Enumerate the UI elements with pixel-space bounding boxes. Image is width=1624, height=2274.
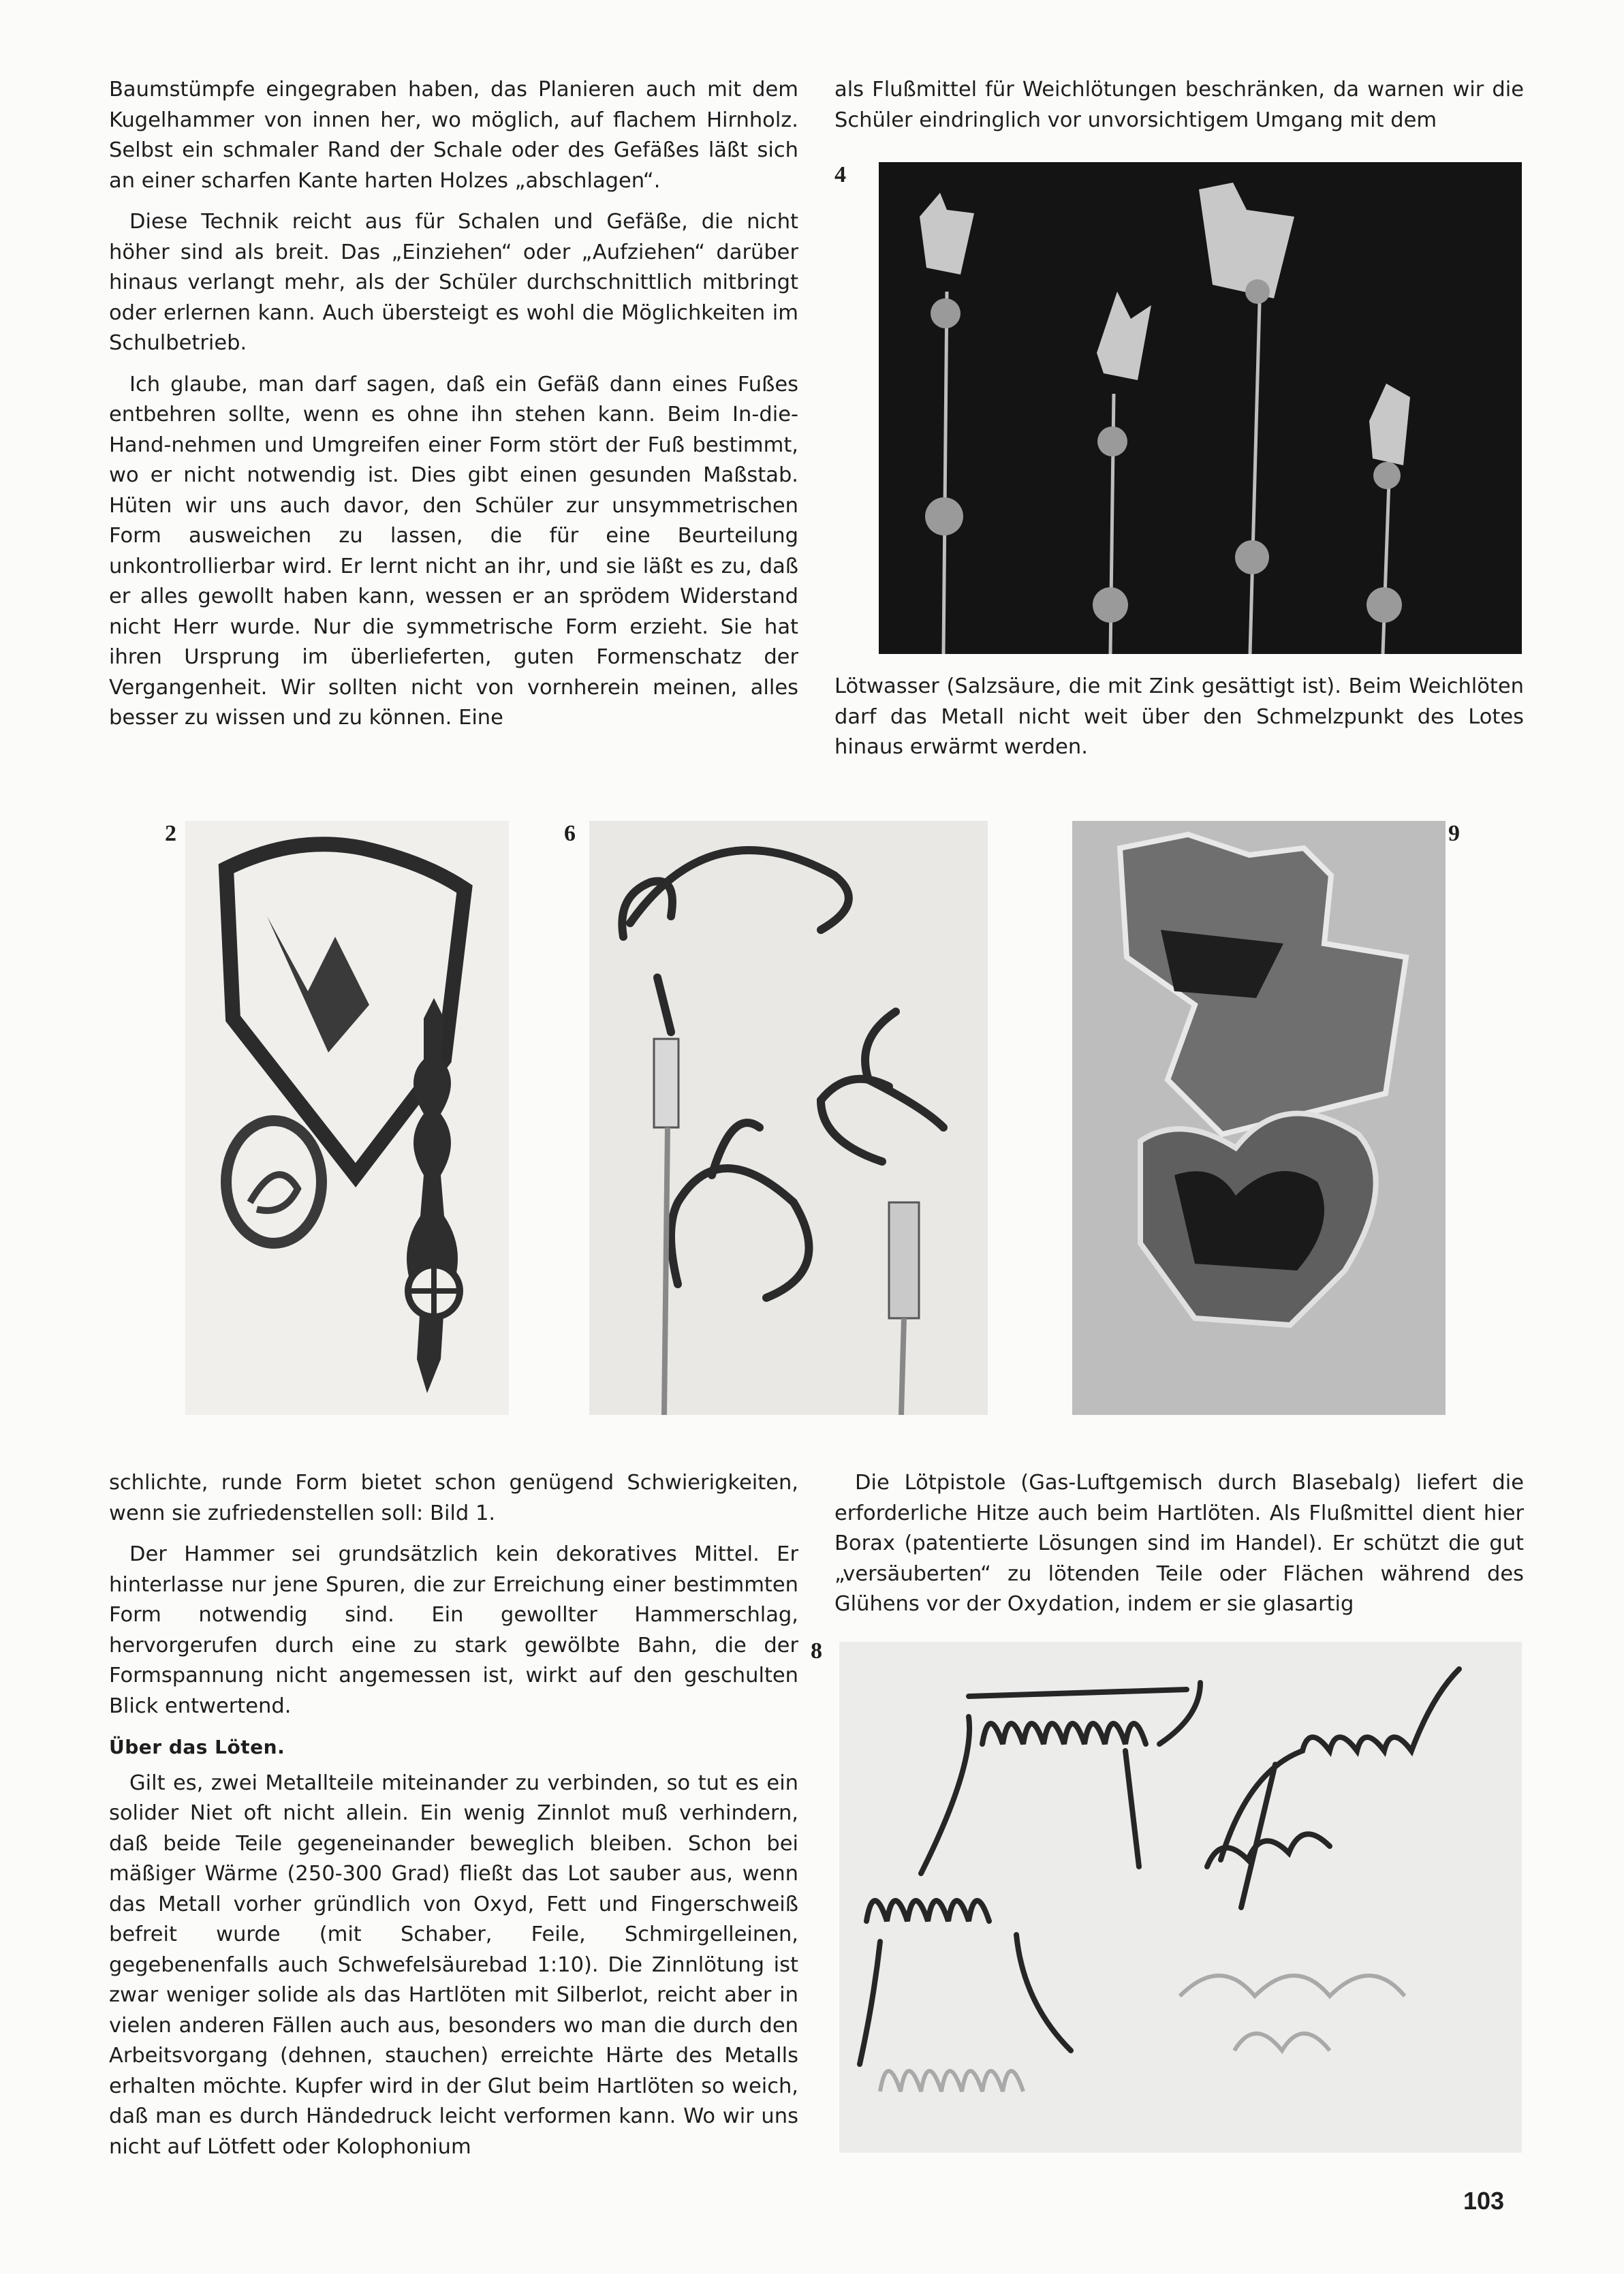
photo-wire-animals [839,1642,1522,2153]
photo-cutout-metalwork [185,821,509,1415]
photo-cookie-cutters [1072,821,1446,1415]
page-number: 103 [1463,2187,1505,2215]
figure-number-9: 9 [1448,821,1460,846]
paragraph: schlichte, runde Form bietet schon genügend Schwierigkeiten, wenn sie zufriedenstellen soll: Bild 1. [109,1471,798,1525]
paragraph: Lötwasser (Salzsäure, die mit Zink gesättigt ist). Beim Weichlöten darf das Metall nicht weit über den Schmelzpunkt des Lotes hinaus erwärmt werden. [834,674,1524,759]
paragraph: Diese Technik reicht aus für Schalen und Gefäße, die nicht höher sind als breit. Das „Einziehen“ oder „Aufziehen“ darüber hinaus verlangt mehr, als der Schüler durchschnittlich mitbringt oder erlernen kann. Auch übersteigt es wohl die Möglichkeiten im Schulbetrieb. [109,210,798,355]
paragraph: Baumstümpfe eingegraben haben, das Planieren auch mit dem Kugelhammer von innen her, wo möglich, auf flachem Hirnholz. Selbst ein schmaler Rand der Schale oder des Gefäßes läßt sich an einer scharfen Kante harten Holzes „abschlagen“. [109,78,798,193]
right-column-bottom [834,1468,1524,1631]
right-column-top-continuation [834,672,1524,774]
paragraph: Ich glaube, man darf sagen, daß ein Gefäß dann eines Fußes entbehren sollte, wenn es ohne ihn stehen kann. Beim In-die-Hand-nehmen und Umgreifen einer Form stört der Fuß bestimmt, wo er nicht notwendig ist. Dies gibt einen gesunden Maßstab. Hüten wir uns auch davor, den Schüler zur unsymmetrischen Form ausweichen zu lassen, die für eine Beurteilung unkontrollierbar wird. Er lernt nicht an ihr, und sie läßt es zu, daß er alles gewollt haben kann, wessen er an sprödem Widerstand nicht Herr wurde. Nur die symmetrische Form erzieht. Sie hat ihren Ursprung im überlieferten, guten Formenschatz der Vergangenheit. Wir sollten nicht von vornherein meinen, alles besser zu wissen und zu können. Eine [109,372,798,730]
photo-rooster-weathervanes [879,162,1522,654]
figure-number-4: 4 [834,162,846,187]
left-column-bottom [109,1468,798,2173]
right-column-top-intro [834,75,1524,146]
paragraph: Der Hammer sei grundsätzlich kein dekoratives Mittel. Er hinterlasse nur jene Spuren, die zur Erreichung einer bestimmten Form notwendig sind. Ein gewollter Hammerschlag, hervorgerufen durch eine zu stark gewölbte Bahn, die der Formspannung nicht angemessen ist, wirkt auf den geschulten Blick entwertend. [109,1542,798,1718]
photo-wire-birds [589,821,988,1415]
figure-number-2: 2 [165,821,176,846]
paragraph: Die Lötpistole (Gas-Luftgemisch durch Blasebalg) liefert die erforderliche Hitze auch beim Hartlöten. Als Flußmittel dient hier Borax (patentierte Lösungen sind im Handel). Er schützt die gut „versäuberten“ zu lötenden Teile oder Flächen während des Glühens vor der Oxydation, indem er sie glasartig [834,1471,1524,1616]
left-column-top [109,75,798,745]
figure-number-8: 8 [811,1638,822,1664]
paragraph: als Flußmittel für Weichlötungen beschränken, da warnen wir die Schüler eindringlich vor unvorsichtigem Umgang mit dem [834,78,1524,132]
section-heading: Über das Löten. [109,1736,285,1758]
figure-number-6: 6 [564,821,576,846]
paragraph: Gilt es, zwei Metallteile miteinander zu verbinden, so tut es ein solider Niet oft nicht allein. Ein wenig Zinnlot muß verhindern, daß beide Teile gegeneinander beweglich bleiben. Schon bei mäßiger Wärme (250-300 Grad) fließt das Lot sauber aus, wenn das Metall vorher gründlich von Oxyd, Fett und Fingerschweiß befreit wurde (mit Schaber, Feile, Schmirgelleinen, gegebenenfalls auch Schwefelsäurebad 1:10). Die Zinnlötung ist zwar weniger solide als das Hartlöten mit Silberlot, reicht aber in vielen anderen Fällen auch aus, besonders wo man die durch den Arbeitsvorgang (dehnen, stauchen) erreichte Härte des Metalls erhalten möchte. Kupfer wird in der Glut beim Hartlöten so weich, daß man es durch Händedruck leicht verformen kann. Wo wir uns nicht auf Lötfett oder Kolophonium [109,1771,798,2159]
